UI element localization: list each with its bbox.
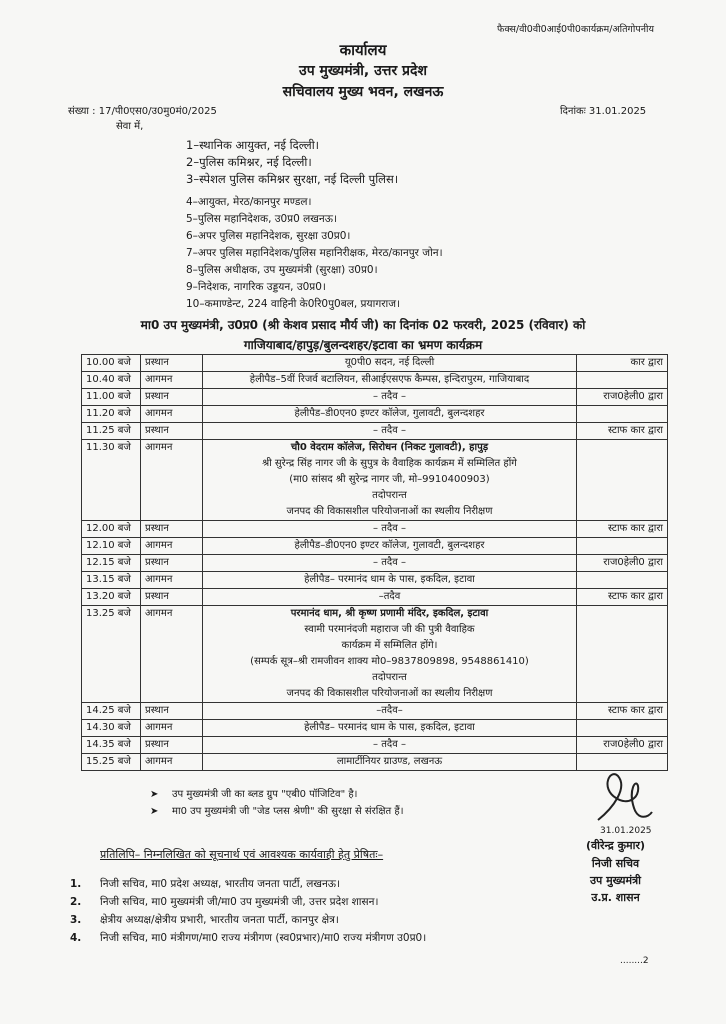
addressee: 10–कमाण्डेन्ट, 224 वाहिनी के0रि0पु0बल, प्रयागराज। [186,298,401,310]
program-title: मा0 उप मुख्यमंत्री, उ0प्र0 (श्री केशव प्रसाद मौर्य जी) का दिनांक 02 फरवरी, 2025 (रविवार) को [140,318,586,332]
schedule-place-line: लामार्टीनियर ग्राउण्ड, लखनऊ [336,756,443,767]
reference-number: संख्या : 17/पी0एस0/उ0मु0मं0/2025 [68,106,217,117]
schedule-place [203,703,577,720]
schedule-time: 12.15 बजे [82,555,141,572]
schedule-type: प्रस्थान [141,355,203,372]
schedule-row [82,737,668,754]
schedule-row [82,555,668,572]
schedule-place [203,372,577,389]
schedule-type: आगमन [141,754,203,771]
office-location: सचिवालय मुख्य भवन, लखनऊ [282,84,444,100]
schedule-type: प्रस्थान [141,521,203,538]
signatory-designation: उ.प्र. शासन [591,891,640,904]
schedule-row [82,703,668,720]
letter-date: दिनांकः 31.01.2025 [560,106,647,117]
schedule-row [82,754,668,771]
signatory-designation: उप मुख्यमंत्री [590,874,641,887]
schedule-time: 10.40 बजे [82,372,141,389]
schedule-row [82,720,668,737]
schedule-time: 11.20 बजे [82,406,141,423]
schedule-row [82,406,668,423]
schedule-place-line: –तदैव [378,591,401,602]
schedule-place-line: – तदैव – [373,739,406,750]
schedule-type: प्रस्थान [141,589,203,606]
schedule-place-line: जनपद की विकासशील परियोजनाओं का स्थलीय निरीक्षण [286,688,493,699]
schedule-mode: स्टाफ कार द्वारा [577,703,668,720]
schedule-type: आगमन [141,406,203,423]
schedule-row [82,606,668,703]
schedule-place [203,720,577,737]
schedule-place-line: जनपद की विकासशील परियोजनाओं का स्थलीय निरीक्षण [286,506,493,517]
schedule-place [203,589,577,606]
schedule-time: 14.30 बजे [82,720,141,737]
schedule-place [203,389,577,406]
copy-item: 2. निजी सचिव, मा0 मुख्यमंत्री जी/मा0 उप मुख्यमंत्री जी, उत्तर प्रदेश शासन। [70,896,379,908]
copy-item: 4. निजी सचिव, मा0 मंत्रीगण/मा0 राज्य मंत्रीगण (स्व0प्रभार)/मा0 राज्य मंत्रीगण उ0प्र0। [70,932,427,944]
schedule-time: 14.35 बजे [82,737,141,754]
signatory-designation: निजी सचिव [591,857,640,870]
schedule-place-line: – तदैव – [373,557,406,568]
schedule-mode: स्टाफ कार द्वारा [577,589,668,606]
addressee: 8–पुलिस अधीक्षक, उप मुख्यमंत्री (सुरक्षा) उ0प्र0। [186,264,378,276]
schedule-mode [577,606,668,703]
copy-heading: प्रतिलिपि– निम्नलिखित को सूचनार्थ एवं आवश्यक कार्यवाही हेतु प्रेषितः– [100,848,384,861]
schedule-place-line: कार्यक्रम में सम्मिलित होंगे। [341,640,438,651]
schedule-place-line: यू0पी0 सदन, नई दिल्ली [344,357,435,368]
copy-item: 3. क्षेत्रीय अध्यक्ष/क्षेत्रीय प्रभारी, भारतीय जनता पार्टी, कानपुर क्षेत्र। [70,914,339,926]
addressee: 3–स्पेशल पुलिस कमिश्नर सुरक्षा, नई दिल्ली पुलिस। [186,172,399,186]
schedule-time: 13.25 बजे [82,606,141,703]
schedule-mode [577,440,668,521]
schedule-mode [577,572,668,589]
note-blood-group: ➤ उप मुख्यमंत्री जी का ब्लड ग्रुप "एबी0 पॉजिटिव" है। [150,789,358,800]
schedule-table [81,354,668,771]
schedule-type: आगमन [141,606,203,703]
schedule-mode [577,720,668,737]
addressee: 4–आयुक्त, मेरठ/कानपुर मण्डल। [186,196,312,208]
schedule-row [82,521,668,538]
schedule-mode [577,372,668,389]
program-subtitle: गाजियाबाद/हापुड़/बुलन्दशहर/इटावा का भ्रमण कार्यक्रम [243,338,483,352]
page-continuation: ........2 [620,956,649,966]
schedule-time: 12.10 बजे [82,538,141,555]
schedule-place-line: – तदैव – [373,425,406,436]
schedule-time: 14.25 बजे [82,703,141,720]
schedule-place-line: परमानंद धाम, श्री कृष्ण प्रणामी मंदिर, इकदिल, इटावा [290,608,489,619]
salutation: सेवा में, [116,121,144,132]
addressee: 2–पुलिस कमिश्नर, नई दिल्ली। [186,155,312,169]
schedule-place [203,754,577,771]
schedule-time: 13.20 बजे [82,589,141,606]
copy-item: 1. निजी सचिव, मा0 प्रदेश अध्यक्ष, भारतीय जनता पार्टी, लखनऊ। [70,878,341,890]
schedule-row [82,572,668,589]
schedule-mode: स्टाफ कार द्वारा [577,521,668,538]
office-label: कार्यालय [339,41,387,59]
schedule-place-line: (मा0 सांसद श्री सुरेन्द्र नागर जी, मो–9910400903) [289,474,490,485]
schedule-place-line: तदोपरान्त [372,672,407,683]
schedule-row [82,389,668,406]
schedule-mode: राज0हेली0 द्वारा [577,389,668,406]
schedule-row [82,440,668,521]
schedule-place [203,572,577,589]
schedule-type: प्रस्थान [141,423,203,440]
schedule-row [82,355,668,372]
schedule-type: आगमन [141,440,203,521]
schedule-place-line: स्वामी परमानंदजी महाराज जी की पुत्री वैवाहिक [304,624,475,635]
schedule-mode [577,538,668,555]
schedule-time: 11.25 बजे [82,423,141,440]
schedule-place [203,440,577,521]
schedule-time: 13.15 बजे [82,572,141,589]
schedule-time: 15.25 बजे [82,754,141,771]
signature-icon [588,768,658,830]
schedule-place [203,555,577,572]
office-title: उप मुख्यमंत्री, उत्तर प्रदेश [299,63,427,79]
schedule-place [203,406,577,423]
schedule-time: 12.00 बजे [82,521,141,538]
addressee: 7–अपर पुलिस महानिदेशक/पुलिस महानिरीक्षक, मेरठ/कानपुर जोन। [186,247,443,259]
schedule-type: आगमन [141,372,203,389]
addressee: 1–स्थानिक आयुक्त, नई दिल्ली। [186,138,320,152]
note-security: ➤ मा0 उप मुख्यमंत्री जी "जेड प्लस श्रेणी" की सुरक्षा से संरक्षित हैं। [150,806,404,817]
signatory-name: (वीरेन्द्र कुमार) [586,839,645,852]
schedule-place-line: हेलीपैड–डी0एन0 इण्टर कॉलेज, गुलावटी, बुलन्दशहर [294,540,485,551]
schedule-place-line: हेलीपैड–5वीं रिजर्व बटालियन, सीआईएसएफ कैम्पस, इन्दिरापुरम, गाजियाबाद [249,374,530,385]
schedule-type: आगमन [141,538,203,555]
schedule-time: 10.00 बजे [82,355,141,372]
schedule-mode: स्टाफ कार द्वारा [577,423,668,440]
schedule-type: आगमन [141,572,203,589]
schedule-mode: राज0हेली0 द्वारा [577,555,668,572]
schedule-place-line: हेलीपैड– परमानंद धाम के पास, इकदिल, इटावा [304,574,475,585]
arrow-icon: ➤ [150,789,159,800]
schedule-place [203,423,577,440]
schedule-mode: राज0हेली0 द्वारा [577,737,668,754]
schedule-place [203,606,577,703]
schedule-place-line: – तदैव – [373,391,406,402]
schedule-type: प्रस्थान [141,737,203,754]
schedule-place [203,737,577,754]
schedule-time: 11.30 बजे [82,440,141,521]
arrow-icon: ➤ [150,806,159,817]
schedule-place-line: चौ0 वेदराम कॉलेज, सिरोधन (निकट गुलावटी), हापुड़ [290,442,489,453]
schedule-place-line: –तदैव– [376,705,403,716]
schedule-row [82,372,668,389]
schedule-type: आगमन [141,720,203,737]
schedule-row [82,538,668,555]
schedule-place-line: श्री सुरेन्द्र सिंह नागर जी के सुपुत्र के वैवाहिक कार्यक्रम में सम्मिलित होंगे [262,458,517,469]
schedule-type: प्रस्थान [141,555,203,572]
schedule-row [82,423,668,440]
schedule-place [203,538,577,555]
addressee: 6–अपर पुलिस महानिदेशक, सुरक्षा उ0प्र0। [186,230,351,242]
schedule-row [82,589,668,606]
schedule-mode: कार द्वारा [577,355,668,372]
addressee: 9–निदेशक, नागरिक उड्डयन, उ0प्र0। [186,281,326,293]
signature-date: 31.01.2025 [600,826,652,836]
schedule-place-line: हेलीपैड–डी0एन0 इण्टर कॉलेज, गुलावटी, बुलन्दशहर [294,408,485,419]
schedule-place [203,521,577,538]
schedule-place-line: हेलीपैड– परमानंद धाम के पास, इकदिल, इटावा [304,722,475,733]
fax-classification: फैक्स/वी0वी0आई0पी0कार्यक्रम/अतिगोपनीय [497,24,654,35]
schedule-place [203,355,577,372]
schedule-place-line: – तदैव – [373,523,406,534]
schedule-type: प्रस्थान [141,389,203,406]
schedule-place-line: तदोपरान्त [372,490,407,501]
schedule-mode [577,406,668,423]
addressee: 5–पुलिस महानिदेशक, उ0प्र0 लखनऊ। [186,213,337,225]
schedule-time: 11.00 बजे [82,389,141,406]
schedule-type: प्रस्थान [141,703,203,720]
schedule-place-line: (सम्पर्क सूत्र–श्री रामजीवन शाक्य मो0–9837809898, 9548861410) [250,656,529,667]
